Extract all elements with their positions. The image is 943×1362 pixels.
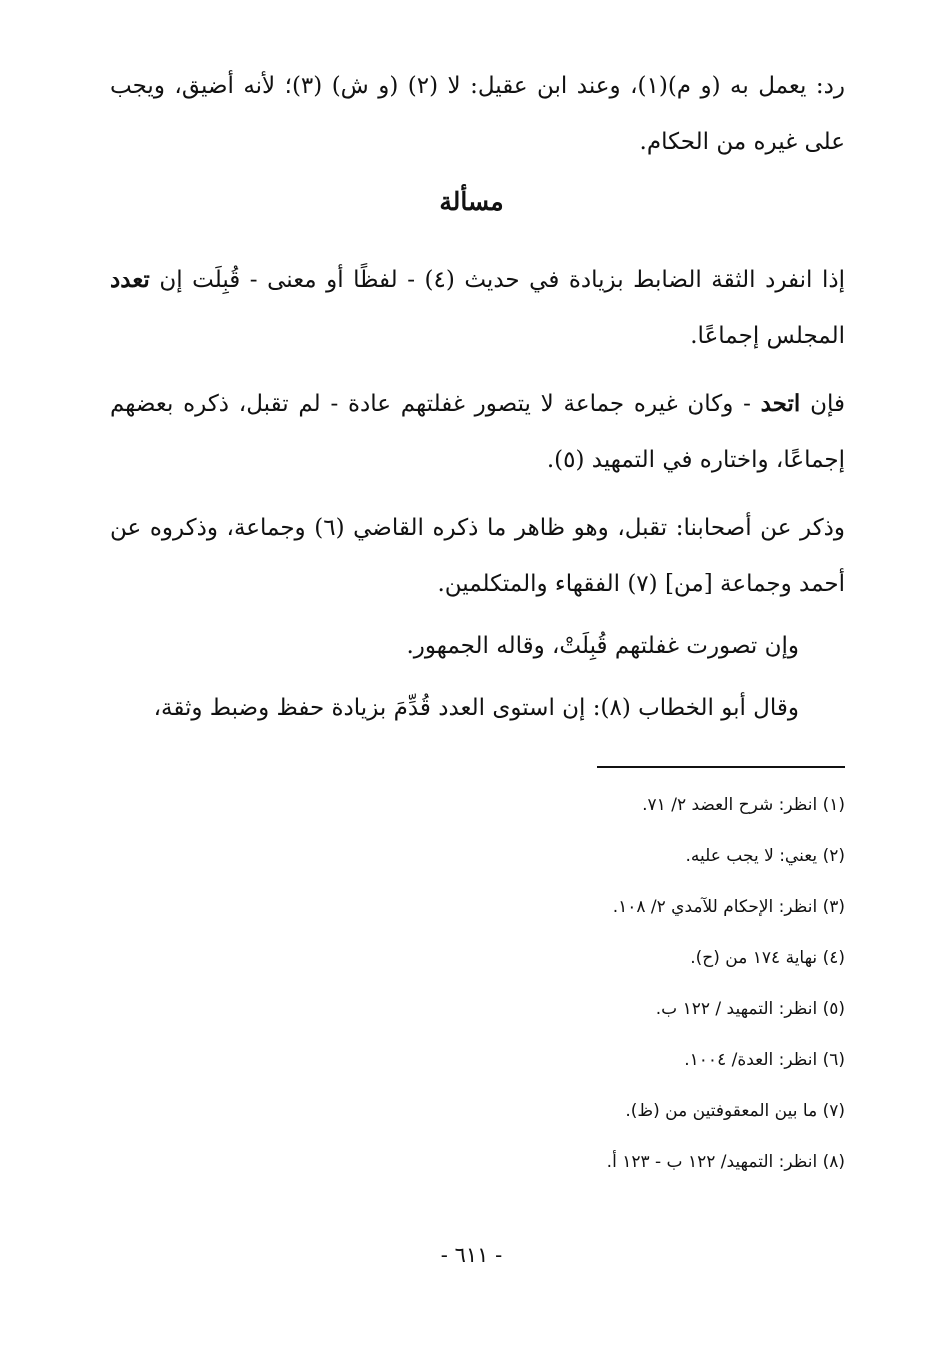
footnote-6: (٦) انظر: العدة/ ١٠٠٤. [684,1050,845,1070]
paragraph-4-text: وإن تصورت غفلتهم قُبِلَتْ، وقاله الجمهور. [406,633,799,659]
top-paragraph [110,58,845,170]
footnote-5: (٥) انظر: التمهيد / ١٢٢ ب. [655,999,845,1019]
paragraph-2-prefix: فإن [800,391,845,417]
footnote-3: (٣) انظر: الإحكام للآمدي ٢/ ١٠٨. [612,897,845,917]
footnote-2: (٢) يعني: لا يجب عليه. [685,846,845,866]
footnote-1: (١) انظر: شرح العضد ٢/ ٧١. [642,795,845,815]
footnote-8: (٨) انظر: التمهيد/ ١٢٢ ب - ١٢٣ أ. [606,1152,845,1172]
footnote-7: (٧) ما بين المعقوفتين من (ظ). [625,1101,845,1121]
main-body [110,252,845,736]
paragraph-2 [110,376,845,488]
page-number: - ٦١١ - [440,1243,503,1267]
footnote-separator [597,766,845,768]
paragraph-1-bold-word: تعدد [110,266,150,293]
top-paragraph-text: رد: يعمل به (و م)(١)، وعند ابن عقيل: لا (٢) (و ش) (٣)؛ لأنه أضيق، ويجب على غيره من الحكام. [110,73,845,155]
paragraph-2-bold-word: اتحد [760,390,801,417]
paragraph-3-text: وذكر عن أصحابنا: تقبل، وهو ظاهر ما ذكره القاضي (٦) وجماعة، وذكروه عن أحمد وجماعة [من] (٧) الفقهاء والمتكلمين. [110,515,845,597]
paragraph-2-text: - وكان غيره جماعة لا يتصور غفلتهم عادة - لم تقبل، ذكره بعضهم إجماعًا، واختاره في التمهيد (٥). [110,391,845,473]
paragraph-5 [110,680,845,736]
section-heading: مسألة [439,187,504,216]
paragraph-1-text: إذا انفرد الثقة الضابط بزيادة في حديث (٤) - لفظًا أو معنى - قُبِلَت إن [149,267,845,293]
paragraph-1-ending: المجلس إجماعًا. [690,323,845,349]
paragraph-3 [110,500,845,612]
paragraph-1 [110,252,845,364]
paragraph-5-text: وقال أبو الخطاب (٨): إن استوى العدد قُدِّمَ بزيادة حفظ وضبط وثقة، [153,695,799,721]
paragraph-4 [110,618,845,674]
footnotes [110,780,845,1188]
footnote-4: (٤) نهاية ١٧٤ من (ح). [690,948,845,968]
